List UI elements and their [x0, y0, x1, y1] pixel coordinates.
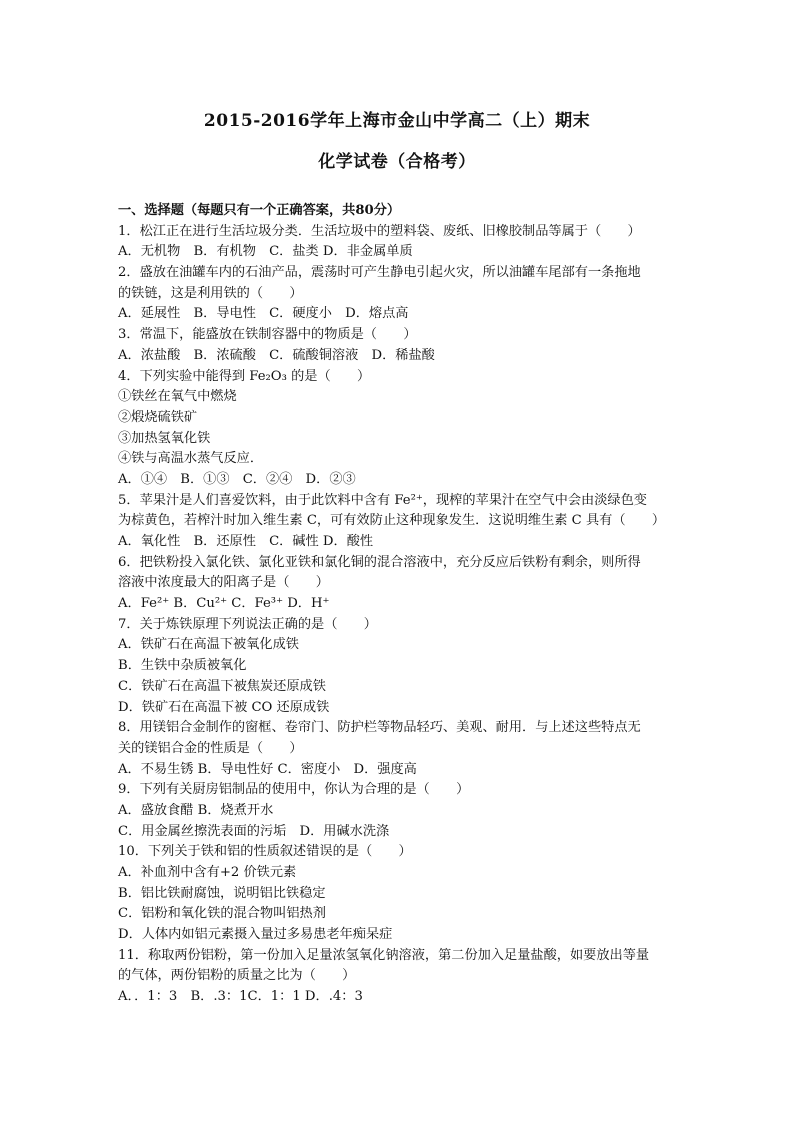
text-line: A．氧化性 B．还原性 C．碱性 D．酸性: [118, 534, 374, 549]
text-line: A．盛放食醋 B．烧煮开水: [118, 802, 274, 818]
text-line: A．延展性 B．导电性 C．硬度小 D．熔点高: [118, 306, 409, 322]
text-line: 7．关于炼铁原理下列说法正确的是（ ）: [118, 616, 377, 632]
text-line: D．铁矿石在高温下被 CO 还原成铁: [118, 699, 330, 715]
text-line: 为棕黄色，若榨汁时加入维生素 C，可有效防止这种现象发生．这说明维生素 C 具有（ ）: [118, 513, 666, 529]
text-line: ④铁与高温水蒸气反应．: [118, 451, 264, 467]
text-line: C．铁矿石在高温下被焦炭还原成铁: [118, 678, 326, 694]
text-line: A．Fe²⁺ B．Cu²⁺ C．Fe³⁺ D．H⁺: [118, 596, 330, 612]
text-line: 3．常温下，能盛放在铁制容器中的物质是（ ）: [118, 327, 417, 343]
text-line: A．补血剂中含有+2 价铁元素: [118, 865, 297, 880]
text-line: 9．下列有关厨房铝制品的使用中，你认为合理的是（ ）: [118, 782, 470, 798]
text-line: ①铁丝在氧气中燃烧: [118, 389, 237, 405]
text-line: A．．1：3 B．.3：1C．1：1 D．.4：3: [118, 989, 363, 1005]
text-line: 11．称取两份铝粉，第一份加入足量浓氢氧化钠溶液，第二份加入足量盐酸，如要放出等量: [118, 947, 650, 963]
section-heading: 一、选择题（每题只有一个正确答案，共80分）: [118, 203, 401, 218]
text-line: A．无机物 B．有机物 C．盐类 D．非金属单质: [118, 244, 413, 260]
text-line: D．人体内如铝元素摄入量过多易患老年痴呆症: [118, 927, 393, 943]
text-line: 溶液中浓度最大的阳离子是（ ）: [118, 575, 329, 591]
text-line: B．铝比铁耐腐蚀，说明铝比铁稳定: [118, 885, 326, 901]
text-line: 关的镁铝合金的性质是（ ）: [118, 740, 303, 756]
exam-title: 2015-2016学年上海市金山中学高二（上）期末: [203, 111, 591, 131]
text-line: C．铝粉和氧化铁的混合物叫铝热剂: [118, 906, 326, 922]
text-line: A．不易生锈 B．导电性好 C．密度小 D．强度高: [118, 761, 417, 777]
text-line: ②煅烧硫铁矿: [118, 409, 198, 425]
text-line: 的铁链，这是利用铁的（ ）: [118, 285, 303, 301]
text-line: 8．用镁铝合金制作的窗框、卷帘门、防护栏等物品轻巧、美观、耐用．与上述这些特点无: [118, 720, 641, 736]
text-line: 2．盛放在油罐车内的石油产品，震荡时可产生静电引起火灾，所以油罐车尾部有一条拖地: [118, 265, 641, 281]
text-line: 5．苹果汁是人们喜爱饮料，由于此饮料中含有 Fe²⁺，现榨的苹果汁在空气中会由淡绿色变: [118, 492, 647, 508]
text-line: ③加热氢氧化铁: [118, 430, 211, 446]
text-line: A．浓盐酸 B．浓硫酸 C．硫酸铜溶液 D．稀盐酸: [118, 347, 435, 363]
text-line: 10．下列关于铁和铝的性质叙述错误的是（ ）: [118, 844, 412, 860]
text-line: 6．把铁粉投入氯化铁、氯化亚铁和氯化铜的混合溶液中，充分反应后铁粉有剩余，则所得: [118, 554, 641, 570]
text-line: A．铁矿石在高温下被氧化成铁: [118, 637, 299, 653]
text-line: A．①④ B．①③ C．②④ D．②③: [118, 471, 356, 487]
question-body: [118, 201, 678, 1008]
exam-subtitle: 化学试卷（合格考）: [318, 152, 476, 172]
text-line: 4．下列实验中能得到 Fe₂O₃ 的是（ ）: [118, 368, 371, 384]
text-line: C．用金属丝擦洗表面的污垢 D．用碱水洗涤: [118, 823, 390, 839]
text-line: 1．松江正在进行生活垃圾分类．生活垃圾中的塑料袋、废纸、旧橡胶制品等属于（ ）: [118, 223, 641, 239]
text-line: 的气体，两份铝粉的质量之比为（ ）: [118, 968, 356, 984]
text-line: B．生铁中杂质被氧化: [118, 658, 247, 674]
